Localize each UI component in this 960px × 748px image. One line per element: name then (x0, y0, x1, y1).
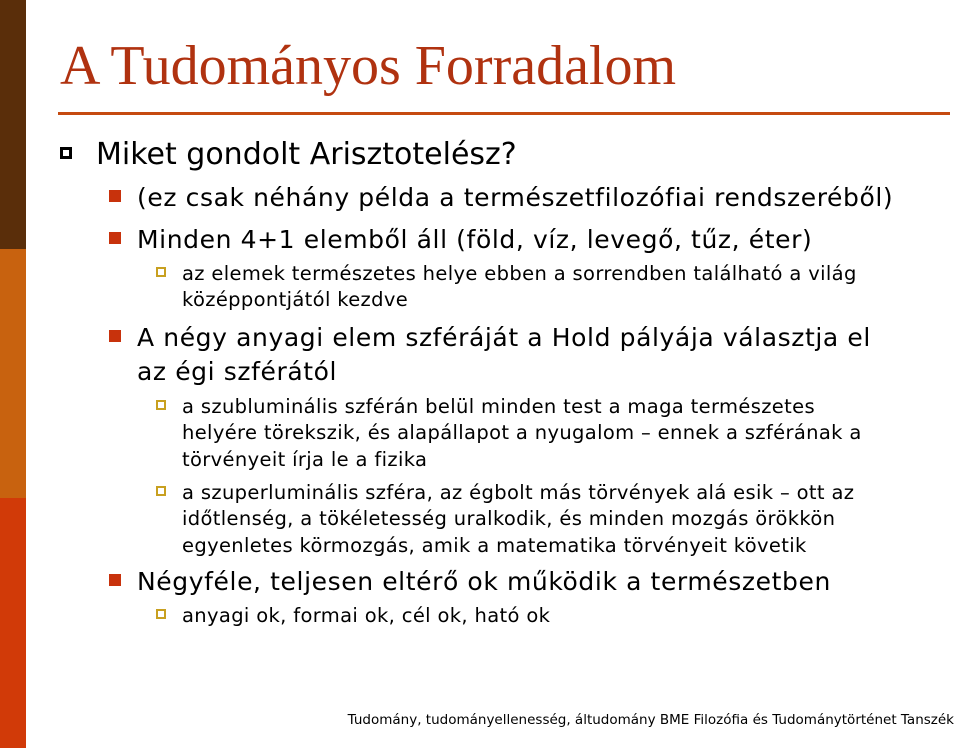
hollow-small-bullet-icon (156, 267, 166, 277)
filled-square-bullet-icon (109, 574, 121, 586)
bullet-l3-szubluminalis-cont2: törvényeit írja le a fizika (182, 448, 428, 471)
bullet-l3-szuperluminalis-cont1: időtlenség, a tökéletesség uralkodik, és minden mozgás örökkön (182, 507, 836, 530)
bullet-l2-hold: A négy anyagi elem szféráját a Hold pályája választja el (137, 323, 871, 352)
side-bar-top (0, 0, 26, 249)
hollow-small-bullet-icon (156, 486, 166, 496)
bullet-l2-hold-cont: az égi szférától (137, 357, 338, 386)
bullet-l3-termeszetes-hely: az elemek természetes helye ebben a sorrendben található a világ (182, 262, 857, 285)
bullet-l3-okok: anyagi ok, formai ok, cél ok, ható ok (182, 604, 551, 627)
bullet-l3-szuperluminalis: a szuperluminális szféra, az égbolt más törvények alá esik – ott az (182, 481, 855, 504)
filled-square-bullet-icon (109, 190, 121, 202)
bullet-l3-szubluminalis-cont1: helyére törekszik, és alapállapot a nyugalom – ennek a szférának a (182, 421, 862, 444)
bullet-l2-negyfele-ok: Négyféle, teljesen eltérő ok működik a természetben (137, 567, 831, 596)
bullet-l3-termeszetes-hely-cont: középpontjától kezdve (182, 288, 409, 311)
side-bar-bottom (0, 498, 26, 748)
bullet-l2-pelda: (ez csak néhány példa a természetfilozófiai rendszeréből) (137, 183, 894, 212)
bullet-l2-elemek: Minden 4+1 elemből áll (föld, víz, levegő, tűz, éter) (137, 225, 813, 254)
hollow-small-bullet-icon (156, 609, 166, 619)
side-bar-middle (0, 249, 26, 498)
slide-title: A Tudományos Forradalom (60, 35, 677, 97)
hollow-square-bullet-icon (60, 147, 72, 159)
bullet-l1-arisztotelesz: Miket gondolt Arisztotelész? (96, 137, 517, 172)
title-divider (58, 112, 950, 115)
bullet-l3-szubluminalis: a szubluminális szférán belül minden test a maga természetes (182, 395, 815, 418)
filled-square-bullet-icon (109, 330, 121, 342)
filled-square-bullet-icon (109, 232, 121, 244)
hollow-small-bullet-icon (156, 400, 166, 410)
slide-footer: Tudomány, tudományellenesség, áltudomány BME Filozófia és Tudománytörténet Tanszék (347, 712, 954, 728)
bullet-l3-szuperluminalis-cont2: egyenletes körmozgás, amik a matematika törvényeit követik (182, 534, 807, 557)
